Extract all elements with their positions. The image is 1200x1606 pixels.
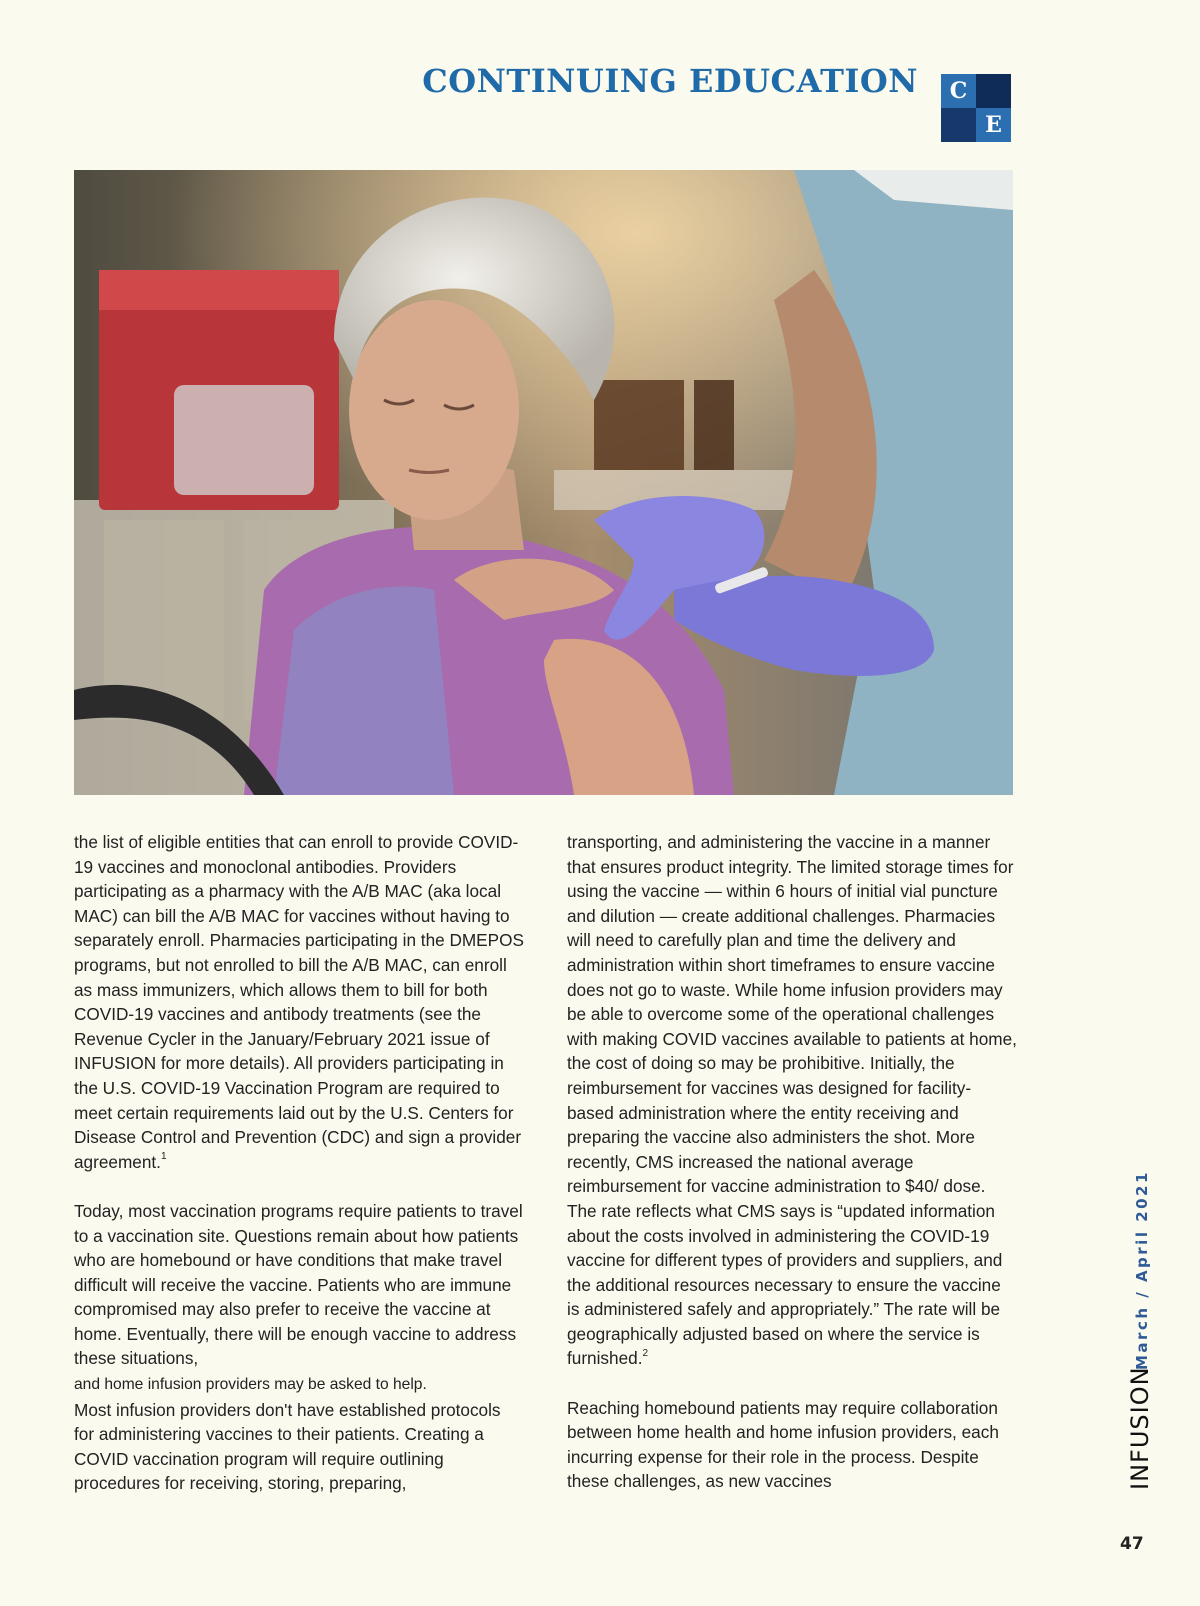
article-right-column <box>567 830 1017 1494</box>
magazine-brand: INFUSION <box>1126 1366 1154 1490</box>
footnote-1: 1 <box>160 1150 167 1162</box>
article-left-column <box>74 830 524 1496</box>
left-paragraph-2-text-c: Most infusion providers don't have established protocols for administering vaccines to their patients. Creating a COVID vaccination program will require outlining procedures for receiving, storing, preparing, <box>74 1399 501 1494</box>
badge-blank-2 <box>941 108 976 142</box>
vaccination-photo <box>74 170 1013 795</box>
badge-letter-e: E <box>976 108 1011 142</box>
badge-blank-1 <box>976 74 1011 108</box>
footnote-2: 2 <box>642 1347 649 1359</box>
left-paragraph-2-text-a: Today, most vaccination programs require patients to travel to a vaccination site. Questions remain about how patients who are homebound or have conditions that make travel difficult will receive the vaccine. Patients who are immune compromised may also prefer to receive the vaccine at home. Eventually, there will be enough vaccine to address these situations, <box>74 1200 523 1369</box>
left-paragraph-1 <box>74 830 524 1174</box>
right-paragraph-2: Reaching homebound patients may require collaboration between home health and home infusion providers, each incurring expense for their role in the process. Despite these challenges, as new vaccines <box>567 1397 999 1492</box>
ce-badge <box>941 74 1011 142</box>
right-paragraph-1 <box>567 830 1017 1371</box>
vaccination-photo-illustration <box>74 170 1013 795</box>
left-paragraph-1-text: the list of eligible entities that can enroll to provide COVID-19 vaccines and monoclonal antibodies. Providers participating as a pharmacy with the A/B MAC (aka local MAC) can bill the A/B MAC for vaccines without having to separately enroll. Pharmacies participating in the DMEPOS programs, but not enrolled to bill the A/B MAC, can enroll as mass immunizers, which allows them to bill for both COVID-19 vaccines and antibody treatments (see the Revenue Cycler in the January/February 2021 issue of INFUSION for more details). All providers participating in the U.S. COVID-19 Vaccination Program are required to meet certain requirements laid out by the U.S. Centers for Disease Control and Prevention (CDC) and sign a provider agreement. <box>74 832 524 1172</box>
right-paragraph-1-text: transporting, and administering the vaccine in a manner that ensures product integrity. The limited storage times for using the vaccine — within 6 hours of initial vial puncture and dilution — create additional challenges. Pharmacies will need to carefully plan and time the delivery and administration within short timeframes to ensure vaccine does not go to waste. While home infusion providers may be able to overcome some of the operational challenges with making COVID vaccines available to patients at home, the cost of doing so may be prohibitive. Initially, the reimbursement for vaccines was designed for facility-based administration where the entity receiving and preparing the vaccine also administers the shot. More recently, CMS increased the national average reimbursement for vaccine administration to $40/ dose. The rate reflects what CMS says is “updated information about the costs involved in administering the COVID-19 vaccine for different types of providers and suppliers, and the additional resources necessary to ensure the vaccine is administered safely and appropriately.” The rate will be geographically adjusted based on where the service is furnished. <box>567 832 1017 1369</box>
page-number: 47 <box>1120 1534 1144 1554</box>
badge-letter-c: C <box>941 74 976 108</box>
issue-date: March / April 2021 <box>1133 1170 1151 1370</box>
section-title: CONTINUING EDUCATION <box>422 62 918 100</box>
left-paragraph-2-text-b: and home infusion providers may be asked to help. <box>74 1376 427 1394</box>
left-paragraph-2 <box>74 1199 524 1496</box>
